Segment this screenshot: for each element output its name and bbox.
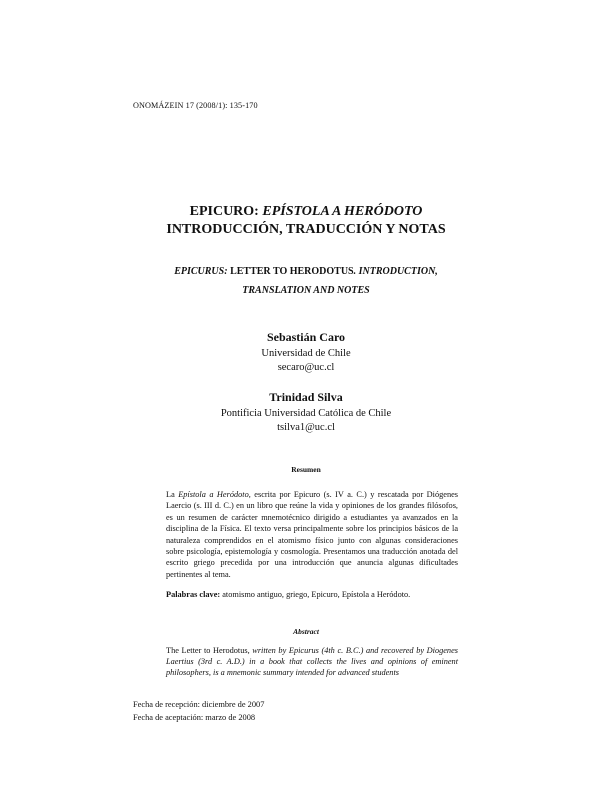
abstract-prefix: The Letter to Herodotus bbox=[166, 646, 248, 655]
author-email: secaro@uc.cl bbox=[277, 362, 335, 373]
abstract-heading: Abstract bbox=[293, 627, 319, 636]
journal-citation: ONOMÁZEIN 17 (2008/1): 135-170 bbox=[133, 101, 258, 110]
resumen-body: , escrita por Epicuro (s. IV a. C.) y rescatada por Diógenes Laercio (s. III d. C.) en un libro que reúne la vida y opiniones de los grandes filósofos, es un resumen de carácter mnemotécnico dirigido a estudiantes ya avanzados en la disciplina de la Física. El texto versa principalmente sobre los principios básicos de la naturaleza comprendidos en el atomismo físico junto con algunas consideraciones sobre psicología, epistemología y cosmología. Presentamos una traducción anotada del escrito griego precedida por una introducción que anuncia algunas dificultades pertinentes al tema. bbox=[166, 490, 459, 579]
english-title-line-1 bbox=[0, 266, 612, 277]
author-name: Trinidad Silva bbox=[269, 390, 343, 404]
keywords-list: atomismo antiguo, griego, Epicuro, Epístola a Heródoto. bbox=[220, 590, 411, 599]
english-title-epicurus: EPICURUS: bbox=[174, 266, 231, 277]
english-title-line-2: TRANSLATION AND NOTES bbox=[242, 285, 370, 296]
resumen-heading: Resumen bbox=[291, 465, 321, 474]
title-epistola: EPÍSTOLA A HERÓDOTO bbox=[262, 204, 423, 219]
author-email: tsilva1@uc.cl bbox=[277, 422, 335, 433]
title-epicuro: EPICURO: bbox=[189, 204, 263, 219]
abstract-body: , written by Epicurus (4th c. B.C.) and recovered by Diogenes Laertius (3rd c. A.D.) in a book that collects the lives and opinions of eminent philosophers, is a mnemonic summary intended for advanced students bbox=[166, 646, 458, 678]
author-affiliation: Pontificia Universidad Católica de Chile bbox=[220, 408, 392, 419]
title-line-1 bbox=[0, 204, 612, 220]
date-accepted: Fecha de aceptación: marzo de 2008 bbox=[133, 713, 256, 722]
keywords bbox=[166, 589, 458, 600]
title-line-2: INTRODUCCIÓN, TRADUCCIÓN Y NOTAS bbox=[166, 222, 446, 237]
author-affiliation: Universidad de Chile bbox=[261, 348, 351, 359]
resumen-prefix: La bbox=[166, 490, 179, 499]
english-title-introduction: . INTRODUCTION, bbox=[353, 266, 438, 277]
resumen-title-italic: Epístola a Heródoto bbox=[178, 490, 249, 499]
author-name: Sebastián Caro bbox=[266, 330, 346, 344]
date-received: Fecha de recepción: diciembre de 2007 bbox=[133, 700, 265, 709]
resumen-text bbox=[166, 489, 458, 580]
keywords-label: Palabras clave: bbox=[166, 590, 221, 599]
english-title-letter: LETTER TO HERODOTUS bbox=[230, 266, 354, 277]
abstract-text bbox=[166, 645, 458, 679]
